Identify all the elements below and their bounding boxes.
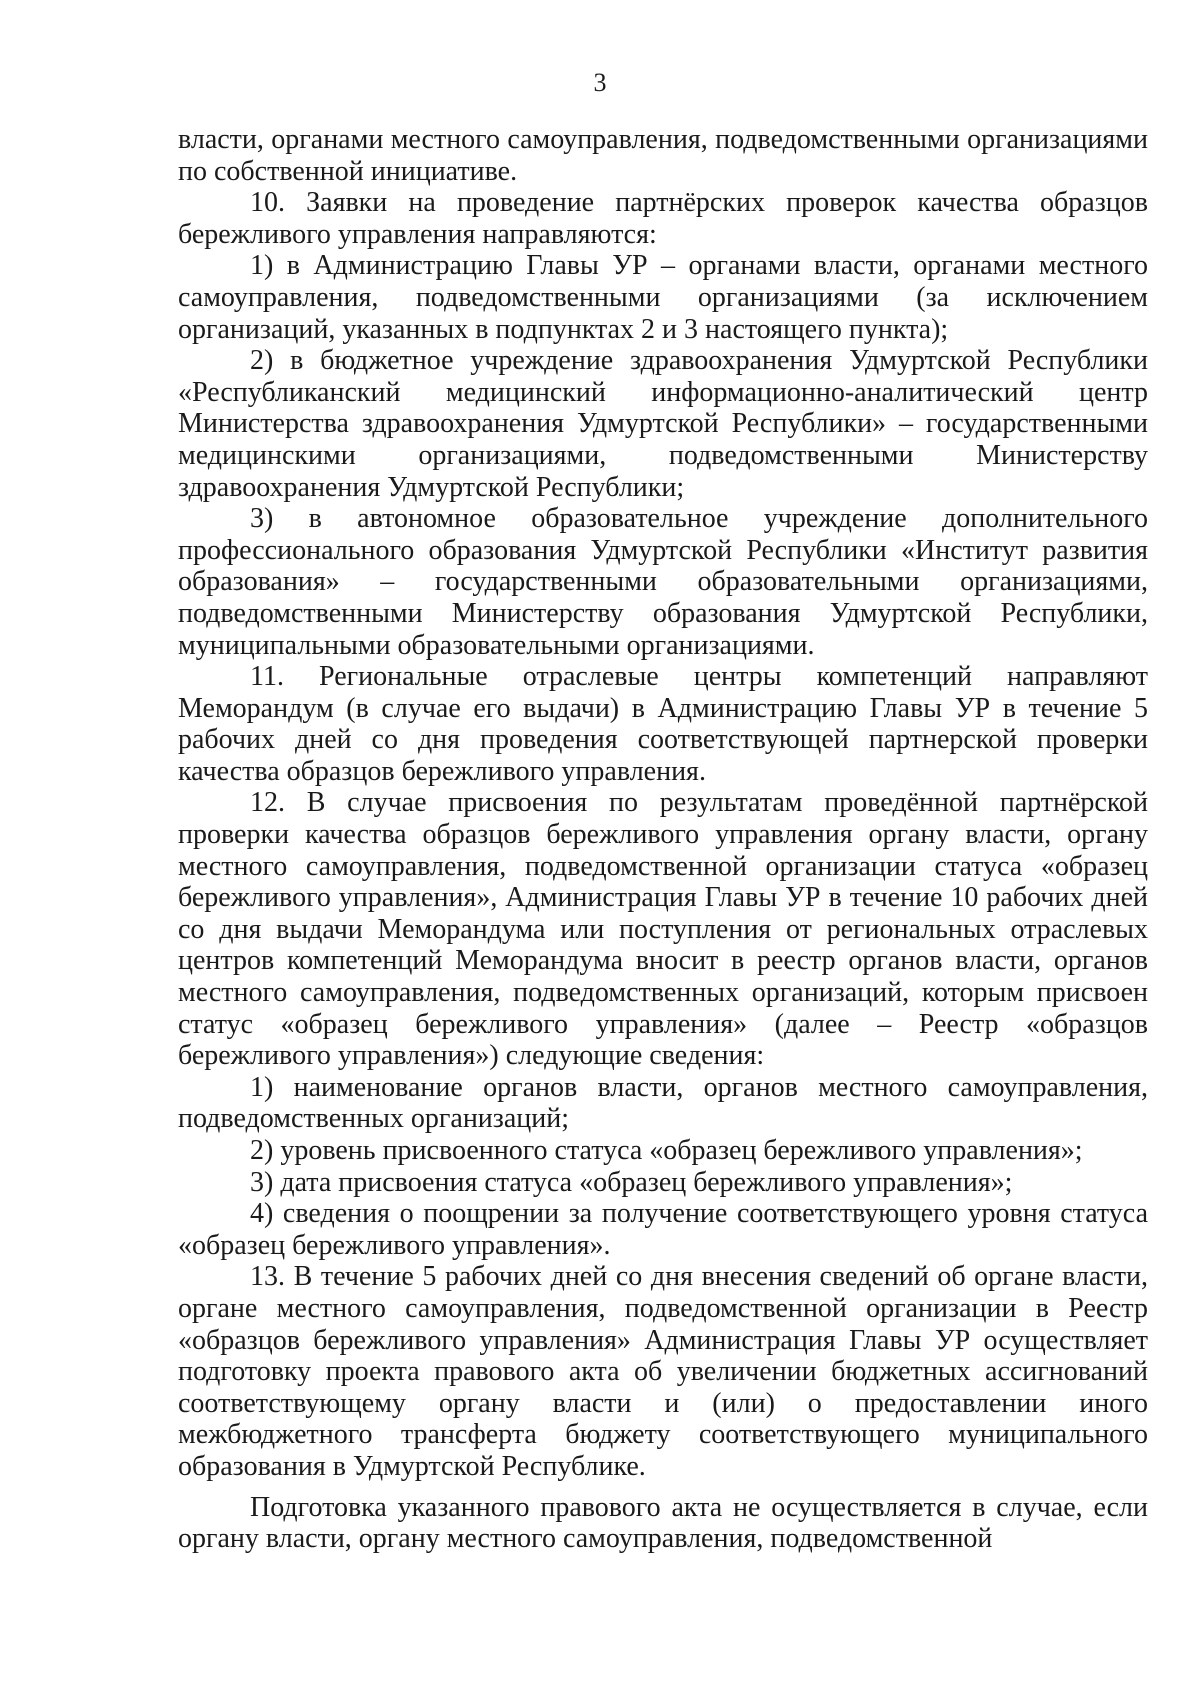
paragraph-item-12-1: 1) наименование органов власти, органов местного самоуправления, подведомственных организаций; <box>178 1071 1148 1135</box>
paragraph-continuation: власти, органами местного самоуправления, подведомственными организациями по собственной инициативе. <box>178 124 1148 187</box>
paragraph-item-13: 13. В течение 5 рабочих дней со дня внесения сведений об органе власти, органе местного самоуправления, подведомственной организации в Реестр «образцов бережливого управления» Администрация Главы УР осуществляет подготовку проекта правового акта об увеличении бюджетных ассигнований соответствующему органу власти и (или) о предоставлении иного межбюджетного трансферта бюджету соответствующего муниципального образования в Удмуртской Республике. <box>178 1261 1148 1482</box>
paragraph-item-10-3: 3) в автономное образовательное учреждение дополнительного профессионального образования Удмуртской Республики «Институт развития образования» – государственными образовательными организациями, подведомственными Министерству образования Удмуртской Республики, муниципальными образовательными организациями. <box>178 503 1148 661</box>
paragraph-item-10: 10. Заявки на проведение партнёрских проверок качества образцов бережливого управления направляются: <box>178 187 1148 250</box>
paragraph-item-11: 11. Региональные отраслевые центры компетенций направляют Меморандум (в случае его выдачи) в Администрацию Главы УР в течение 5 рабочих дней со дня проведения соответствующей партнерской проверки качества образцов бережливого управления. <box>178 661 1148 787</box>
document-body <box>178 124 1148 1555</box>
paragraph-item-12-4: 4) сведения о поощрении за получение соответствующего уровня статуса «образец бережливого управления». <box>178 1198 1148 1261</box>
paragraph-item-12: 12. В случае присвоения по результатам проведённой партнёрской проверки качества образцов бережливого управления органу власти, органу местного самоуправления, подведомственной организации статуса «образец бережливого управления», Администрация Главы УР в течение 10 рабочих дней со дня выдачи Меморандума или поступления от региональных отраслевых центров компетенций Меморандума вносит в реестр органов власти, органов местного самоуправления, подведомственных организаций, которым присвоен статус «образец бережливого управления» (далее – Реестр «образцов бережливого управления») следующие сведения: <box>178 787 1148 1072</box>
paragraph-item-13-note: Подготовка указанного правового акта не осуществляется в случае, если органу власти, органу местного самоуправления, подведомственной <box>178 1491 1148 1555</box>
paragraph-item-12-2: 2) уровень присвоенного статуса «образец бережливого управления»; <box>250 1135 1083 1166</box>
paragraph-item-12-3: 3) дата присвоения статуса «образец бережливого управления»; <box>250 1166 1013 1198</box>
paragraph-item-10-1: 1) в Администрацию Главы УР – органами власти, органами местного самоуправления, подведомственными организациями (за исключением организаций, указанных в подпунктах 2 и 3 настоящего пункта); <box>178 250 1148 345</box>
page-number: 3 <box>593 68 607 97</box>
paragraph-item-10-2: 2) в бюджетное учреждение здравоохранения Удмуртской Республики «Республиканский медицинский информационно-аналитический центр Министерства здравоохранения Удмуртской Республики» – государственными медицинскими организациями, подведомственными Министерству здравоохранения Удмуртской Республики; <box>178 345 1148 503</box>
